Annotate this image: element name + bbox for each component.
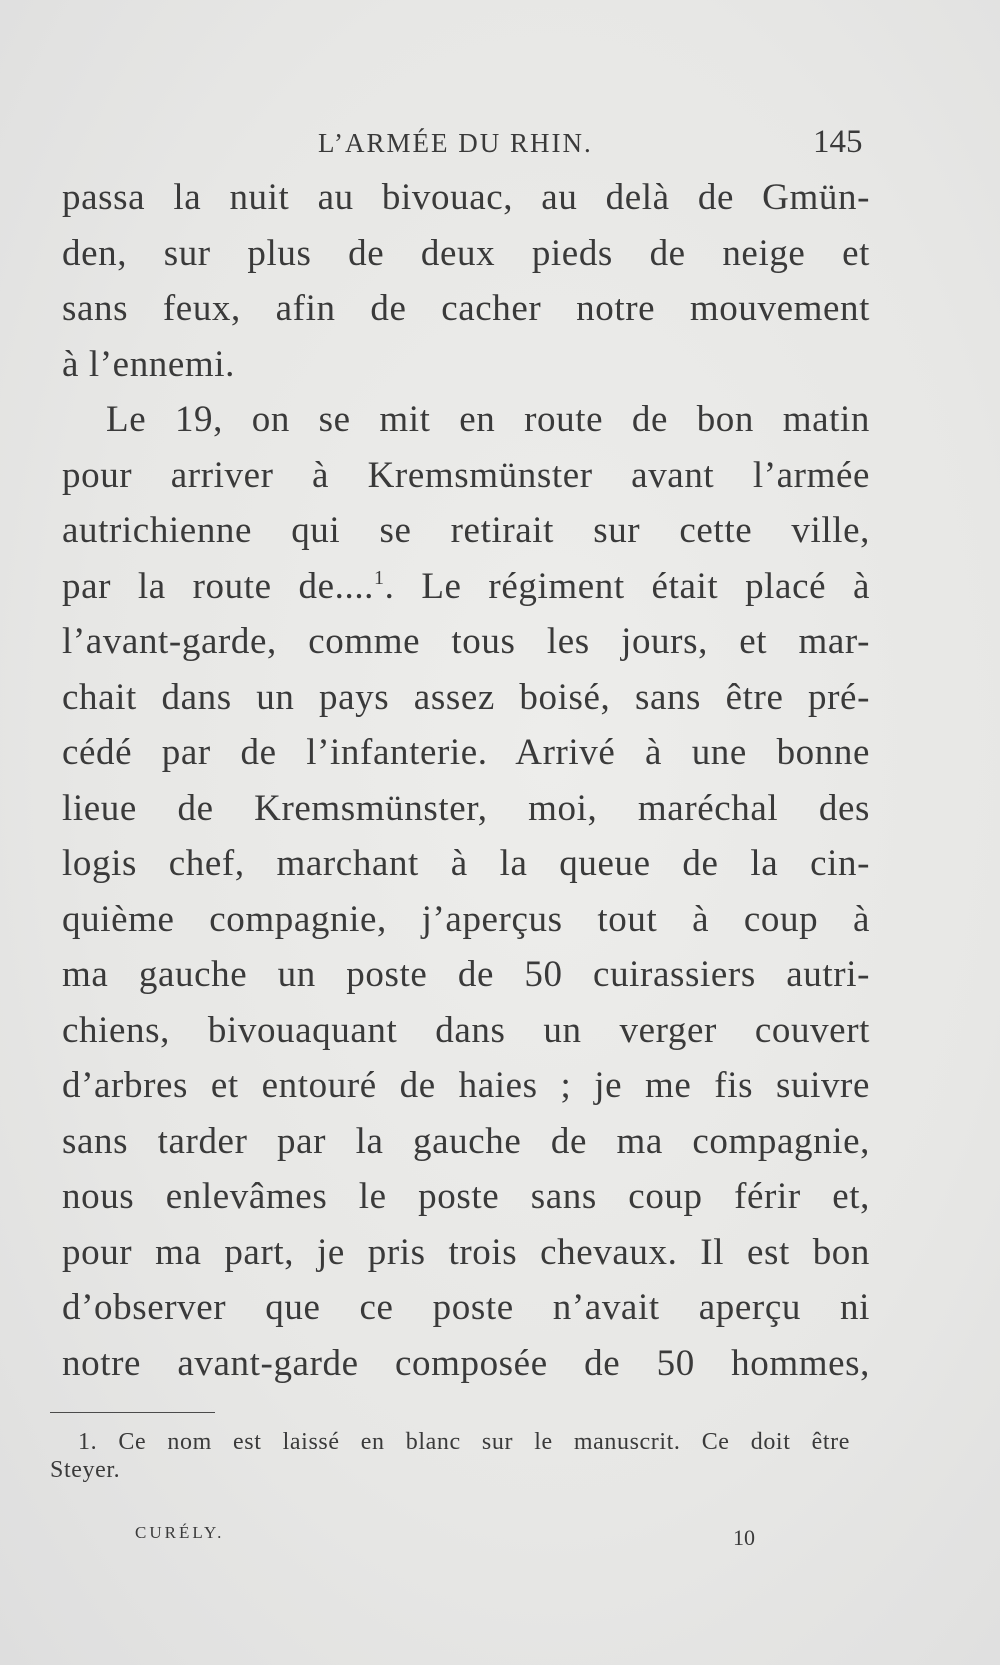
page-number: 145 (813, 124, 863, 160)
footnote-reference: 1 (374, 566, 385, 589)
text-line: ma gauche un poste de 50 cuirassiers autri- (62, 954, 870, 995)
text-line: Le 19, on se mit en route de bon matin (106, 399, 870, 440)
text-line: pour ma part, je pris trois chevaux. Il est bon (62, 1231, 870, 1273)
text-line: d’observer que ce poste n’avait aperçu ni (62, 1287, 870, 1328)
text-line: notre avant-garde composée de 50 hommes, (62, 1342, 870, 1384)
text-line: lieue de Kremsmünster, moi, maréchal des (62, 787, 870, 829)
text-line: sans feux, afin de cacher notre mouvement (62, 288, 870, 329)
text-line: cédé par de l’infanterie. Arrivé à une bonne (62, 732, 870, 773)
text-line: l’avant-garde, comme tous les jours, et mar- (62, 621, 870, 662)
text-line: quième compagnie, j’aperçus tout à coup à (62, 898, 870, 940)
text-fragment: . Le régiment était placé à (384, 565, 870, 607)
text-line: pour arriver à Kremsmünster avant l’armée (62, 454, 870, 496)
text-line: d’arbres et entouré de haies ; je me fis suivre (62, 1065, 870, 1106)
running-title: L’ARMÉE DU RHIN. (318, 128, 593, 158)
text-line: passa la nuit au bivouac, au delà de Gmün- (62, 177, 870, 218)
running-head (0, 124, 1000, 168)
text-line: à l’ennemi. (62, 343, 236, 385)
text-line-with-note (62, 559, 870, 615)
text-line: chait dans un pays assez boisé, sans être pré- (62, 676, 870, 718)
footnote-divider (50, 1412, 215, 1413)
text-line: sans tarder par la gauche de ma compagnie, (62, 1120, 870, 1162)
printer-signature-name: CURÉLY. (135, 1523, 225, 1542)
text-line: logis chef, marchant à la queue de la cin- (62, 843, 870, 884)
text-line: nous enlevâmes le poste sans coup férir et, (62, 1176, 870, 1217)
text-line: chiens, bivouaquant dans un verger couvert (62, 1009, 870, 1051)
footnote-line: Steyer. (50, 1457, 121, 1483)
text-line: autrichienne qui se retirait sur cette ville, (62, 510, 870, 551)
body-text (62, 170, 870, 1391)
text-line: den, sur plus de deux pieds de neige et (62, 232, 870, 274)
footnote-line: 1. Ce nom est laissé en blanc sur le manuscrit. Ce doit être (78, 1429, 850, 1455)
printer-signature-number: 10 (733, 1525, 755, 1550)
text-fragment: par la route de.... (62, 565, 375, 607)
footnote (50, 1428, 850, 1484)
